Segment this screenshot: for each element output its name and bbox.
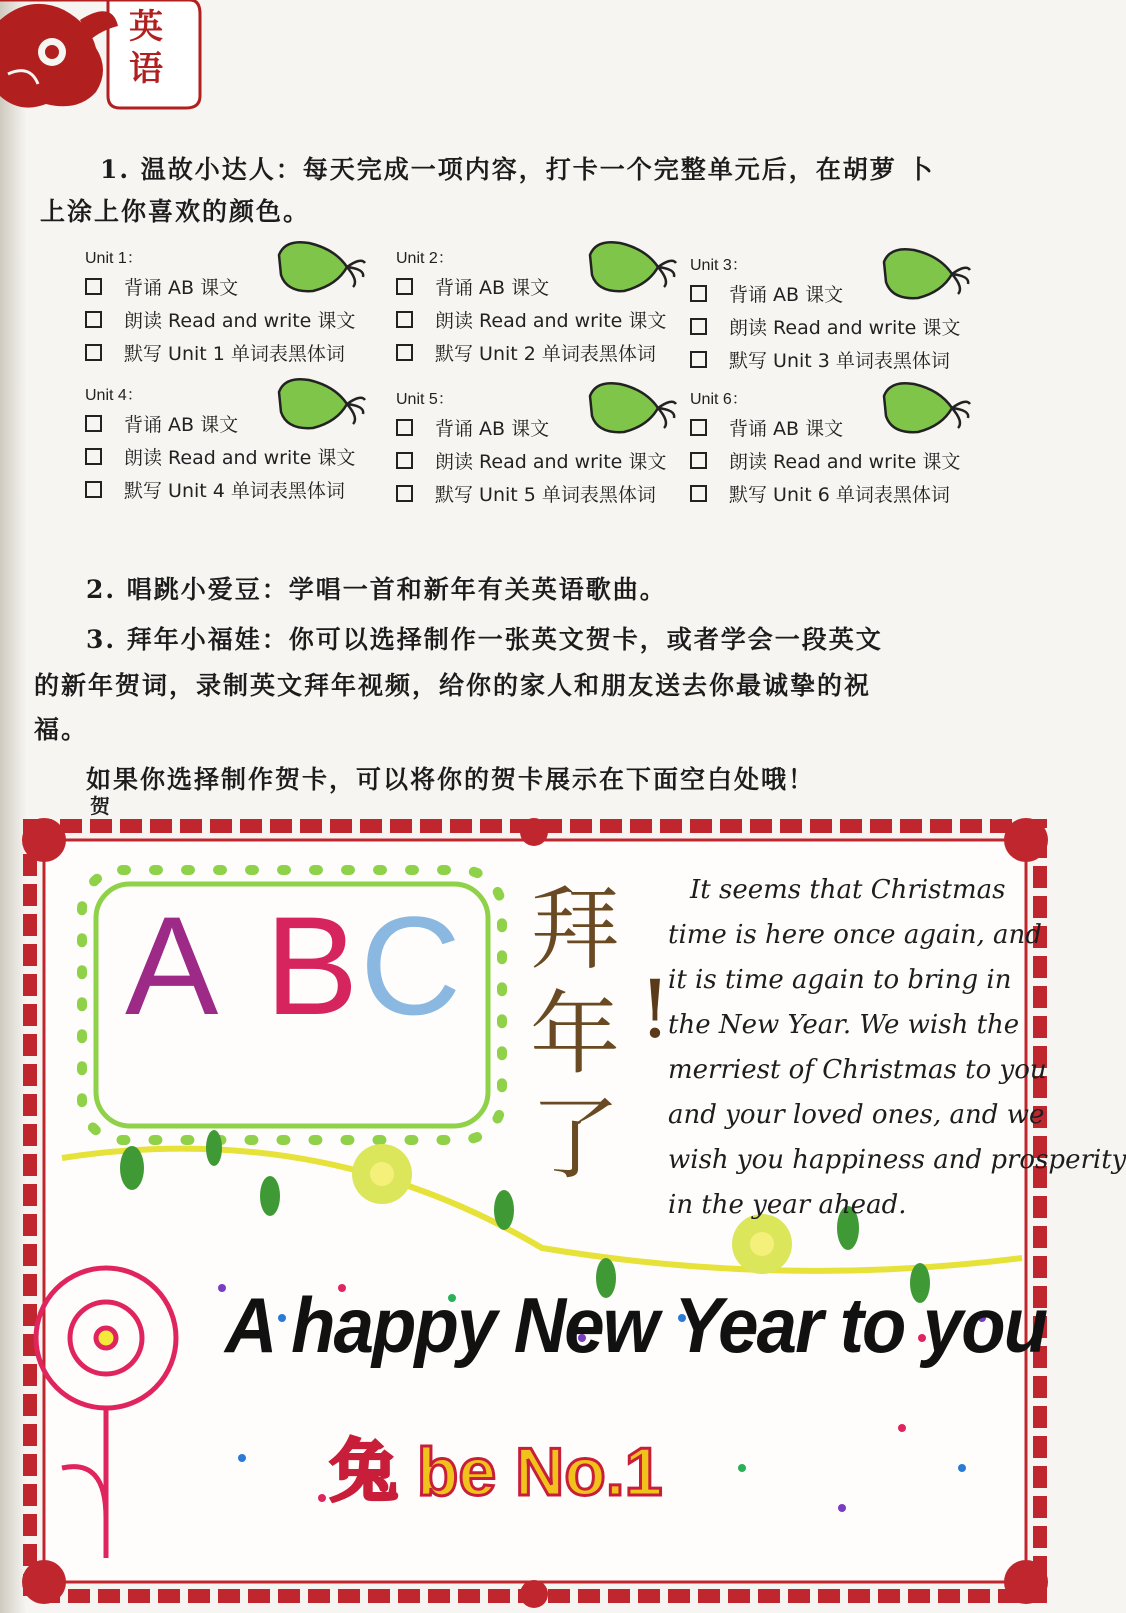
task-label: 默写 Unit 6 单词表黑体词 [729,483,950,506]
checklist-task[interactable] [85,441,355,471]
unit-block-5 [396,386,696,526]
vertical-char-1: 拜 [530,877,620,982]
letter-c: C [360,887,462,1044]
card-message-line: in the year ahead. [668,1190,907,1220]
carrot-icon[interactable] [275,237,371,299]
unit-title: Unit 3： [690,257,748,274]
checkbox-icon[interactable] [690,485,707,502]
checkbox-icon[interactable] [85,344,102,361]
checkbox-icon[interactable] [396,419,413,436]
checkbox-icon[interactable] [85,448,102,465]
carrot-icon[interactable] [275,374,371,436]
task-label: 默写 Unit 5 单词表黑体词 [435,483,656,506]
card-message-line: it is time again to bring in [668,965,1012,995]
checklist-task[interactable] [690,344,950,374]
checklist-task[interactable] [396,337,656,367]
task2-text: 2. 唱跳小爱豆：学唱一首和新年有关英语歌曲。 [86,575,667,604]
checklist-task[interactable] [396,445,666,475]
checkbox-icon[interactable] [396,278,413,295]
task-label: 背诵 AB 课文 [729,417,844,440]
checklist-task[interactable] [690,445,960,475]
card-instruction: 如果你选择制作贺卡，可以将你的贺卡展示在下面空白处哦！ [86,765,816,794]
task-label: 朗读 Read and write 课文 [435,309,667,332]
task3-text-line3: 福。 [34,715,89,744]
subject-label: 英语 [129,7,163,89]
task-label: 默写 Unit 1 单词表黑体词 [124,342,345,365]
checklist-task[interactable] [85,408,238,438]
checkbox-icon[interactable] [85,311,102,328]
task-label: 背诵 AB 课文 [435,276,550,299]
carrot-icon[interactable] [880,378,976,440]
subject-badge [0,0,200,110]
checklist-task[interactable] [690,412,843,442]
checkbox-icon[interactable] [85,481,102,498]
checkbox-icon[interactable] [85,415,102,432]
task-label: 朗读 Read and write 课文 [124,446,356,469]
card-message-line: It seems that Christmas [690,875,1006,905]
checklist-task[interactable] [396,478,656,508]
unit-title: Unit 1： [85,250,143,267]
vertical-char-3: 了 [530,1087,620,1192]
task-label: 朗读 Read and write 课文 [124,309,356,332]
checklist-task[interactable] [85,271,238,301]
checklist-task[interactable] [690,478,950,508]
unit-title: Unit 4： [85,387,143,404]
task-label: 背诵 AB 课文 [729,283,844,306]
carrot-icon[interactable] [586,378,682,440]
checklist-task[interactable] [85,304,355,334]
unit-block-3 [690,252,990,392]
checkbox-icon[interactable] [690,452,707,469]
task-label: 默写 Unit 2 单词表黑体词 [435,342,656,365]
carrot-icon[interactable] [586,237,682,299]
card-corner-char: 贺 [90,794,110,818]
checklist-task[interactable] [396,412,549,442]
task-label: 背诵 AB 课文 [435,417,550,440]
card-message-line: wish you happiness and prosperity [668,1145,1126,1175]
checkbox-icon[interactable] [396,485,413,502]
checkbox-icon[interactable] [690,318,707,335]
checkbox-icon[interactable] [396,311,413,328]
unit-title: Unit 5： [396,391,454,408]
unit-block-1 [85,245,385,385]
checklist-task[interactable] [85,337,345,367]
unit-block-4 [85,382,385,522]
checkbox-icon[interactable] [690,419,707,436]
card-message-line: and your loved ones, and we [668,1100,1045,1130]
checkbox-icon[interactable] [690,351,707,368]
checklist-task[interactable] [690,278,843,308]
unit-title: Unit 2： [396,250,454,267]
task1-heading-line1: 1. 温故小达人：每天完成一项内容，打卡一个完整单元后，在胡萝 卜 [100,155,935,184]
checkbox-icon[interactable] [690,285,707,302]
unit-block-6 [690,386,990,526]
task3-text-line1: 3. 拜年小福娃：你可以选择制作一张英文贺卡，或者学会一段英文 [86,625,883,654]
task-label: 朗读 Read and write 课文 [729,450,961,473]
card-slogan: 兔 be No.1 [330,1434,663,1510]
task-label: 默写 Unit 4 单词表黑体词 [124,479,345,502]
task-label: 默写 Unit 3 单词表黑体词 [729,349,950,372]
unit-block-2 [396,245,696,385]
vertical-exclaim: ! [638,963,672,1056]
card-message-block [668,868,1126,1228]
checkbox-icon[interactable] [85,278,102,295]
task-label: 背诵 AB 课文 [124,276,239,299]
task1-heading-line2: 上涂上你喜欢的颜色。 [40,197,311,226]
vertical-char-2: 年 [530,982,620,1087]
card-message-line: merriest of Christmas to you [668,1055,1047,1085]
unit-title: Unit 6： [690,391,748,408]
letter-a: A [125,887,219,1044]
card-greeting: A happy New Year to you [225,1281,1047,1369]
letter-b: B [265,887,359,1044]
task3-text-line2: 的新年贺词，录制英文拜年视频，给你的家人和朋友送去你最诚挚的祝 [34,671,872,700]
checklist-task[interactable] [396,304,666,334]
checklist-task[interactable] [396,271,549,301]
task-label: 朗读 Read and write 课文 [729,316,961,339]
checkbox-icon[interactable] [396,344,413,361]
task-label: 背诵 AB 课文 [124,413,239,436]
carrot-icon[interactable] [880,244,976,306]
checkbox-icon[interactable] [396,452,413,469]
card-message-line: the New Year. We wish the [668,1010,1020,1040]
checklist-task[interactable] [690,311,960,341]
card-message-line: time is here once again, and [668,920,1042,950]
checklist-task[interactable] [85,474,345,504]
task-label: 朗读 Read and write 课文 [435,450,667,473]
